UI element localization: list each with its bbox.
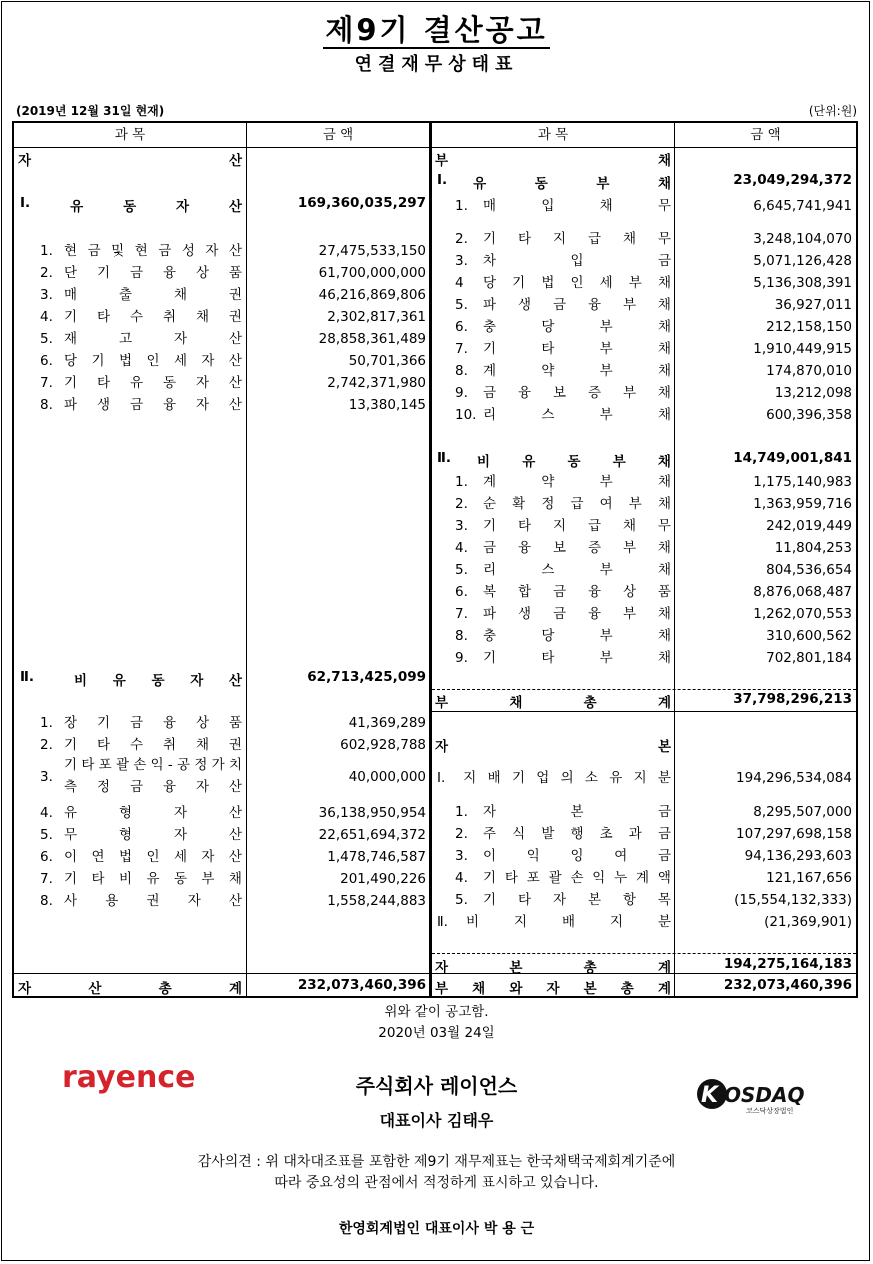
asset-item-value: 1,558,244,883 bbox=[327, 893, 426, 909]
liability-item-value: 1,262,070,553 bbox=[753, 606, 852, 622]
asset-item-label: 4. 기 타 수 취 채 권 bbox=[40, 309, 242, 325]
asset-item-label: 4. 유 형 자 산 bbox=[40, 805, 242, 821]
asset-item-label-cont: 측 정 금 융 자 산 bbox=[64, 779, 242, 795]
right-current-total: 23,049,294,372 bbox=[733, 172, 852, 188]
equity-parent-label: Ⅰ. 지 배 기 업 의 소 유 지 분 bbox=[437, 770, 671, 786]
liability-item-value: 5,071,126,428 bbox=[753, 253, 852, 269]
equity-total-label: 자 본 총 계 bbox=[435, 960, 671, 976]
liability-item-label: 3. 기 타 지 급 채 무 bbox=[455, 518, 671, 534]
report-date: (2019년 12월 31일 현재) bbox=[16, 104, 165, 118]
asset-item-label: 2. 기 타 수 취 채 권 bbox=[40, 737, 242, 753]
asset-item-value: 2,742,371,980 bbox=[327, 375, 426, 391]
liability-item-label: 1. 계 약 부 채 bbox=[455, 474, 671, 490]
asset-item-label: 1. 현 금 및 현 금 성 자 산 bbox=[40, 243, 242, 259]
liability-item-value: 8,876,068,487 bbox=[753, 584, 852, 600]
right-section-label: 부 채 bbox=[435, 153, 671, 169]
asset-item-value: 36,138,950,954 bbox=[318, 805, 426, 821]
liab-equity-total-label: 부 채 와 자 본 총 계 bbox=[435, 981, 671, 997]
liabilities-total-label: 부 채 총 계 bbox=[435, 695, 671, 711]
assets-total-value: 232,073,460,396 bbox=[297, 977, 426, 993]
liability-item-label: 4. 금 융 보 증 부 채 bbox=[455, 540, 671, 556]
unit-label: (단위:원) bbox=[808, 104, 857, 118]
audit-opinion-line1: 감사의견 : 위 대차대조표를 포함한 제9기 재무제표는 한국채택국제회계기준에 bbox=[197, 1154, 676, 1170]
left-section-label: 자 산 bbox=[18, 153, 242, 169]
asset-item-label: 6. 이 연 법 인 세 자 산 bbox=[40, 849, 242, 865]
equity-item-label: 2. 주 식 발 행 초 과 금 bbox=[455, 826, 671, 842]
liability-item-value: 310,600,562 bbox=[766, 628, 852, 644]
asset-item-label: 3. 매 출 채 권 bbox=[40, 287, 242, 303]
asset-item-value: 61,700,000,000 bbox=[318, 265, 426, 281]
minority-value: (21,369,901) bbox=[764, 914, 852, 930]
liability-item-label: 7. 파 생 금 융 부 채 bbox=[455, 606, 671, 622]
asset-item-label: 7. 기 타 비 유 동 부 채 bbox=[40, 871, 242, 887]
asset-item-value: 41,369,289 bbox=[348, 715, 426, 731]
liability-item-value: 11,804,253 bbox=[774, 540, 852, 556]
asset-item-label: 5. 재 고 자 산 bbox=[40, 331, 242, 347]
notice-text: 위와 같이 공고함. bbox=[384, 1004, 489, 1020]
equity-item-label: 3. 이 익 잉 여 금 bbox=[455, 848, 671, 864]
liability-item-label: 7. 기 타 부 채 bbox=[455, 341, 671, 357]
asset-item-value: 27,475,533,150 bbox=[318, 243, 426, 259]
liability-item-value: 212,158,150 bbox=[766, 319, 852, 335]
asset-item-value: 40,000,000 bbox=[348, 769, 426, 785]
asset-item-value: 1,478,746,587 bbox=[327, 849, 426, 865]
asset-item-value: 602,928,788 bbox=[340, 737, 426, 753]
left-noncurrent-title: Ⅱ. 비 유 동 자 산 bbox=[20, 669, 242, 689]
right-amount-header: 금 액 bbox=[750, 127, 781, 143]
equity-section-label: 자 본 bbox=[435, 739, 671, 755]
liability-item-value: 6,645,741,941 bbox=[753, 198, 852, 214]
minority-label: Ⅱ. 비 지 배 지 분 bbox=[437, 914, 671, 930]
liability-item-label: 3. 차 입 금 bbox=[455, 253, 671, 269]
right-current-title: Ⅰ. 유 동 부 채 bbox=[437, 172, 671, 192]
asset-item-label: 1. 장 기 금 융 상 품 bbox=[40, 715, 242, 731]
liability-item-value: 242,019,449 bbox=[766, 518, 852, 534]
svg-text:OSDAQ: OSDAQ bbox=[724, 1083, 805, 1107]
auditor-name: 한영회계법인 대표이사 박 용 근 bbox=[338, 1221, 535, 1237]
liability-item-label: 9. 기 타 부 채 bbox=[455, 650, 671, 666]
asset-item-label: 8. 사 용 권 자 산 bbox=[40, 893, 242, 909]
liab-equity-total-value: 232,073,460,396 bbox=[723, 977, 852, 993]
liabilities-total-value: 37,798,296,213 bbox=[733, 691, 852, 707]
liability-item-value: 600,396,358 bbox=[766, 407, 852, 423]
liability-item-value: 804,536,654 bbox=[766, 562, 852, 578]
right-noncurrent-title: Ⅱ. 비 유 동 부 채 bbox=[437, 450, 671, 470]
equity-item-value: 8,295,507,000 bbox=[753, 804, 852, 820]
liability-item-value: 3,248,104,070 bbox=[753, 231, 852, 247]
left-amount-header: 금 액 bbox=[322, 127, 354, 143]
liability-item-label: 5. 리 스 부 채 bbox=[455, 562, 671, 578]
asset-item-label: 2. 단 기 금 융 상 품 bbox=[40, 265, 242, 281]
notice-date: 2020년 03월 24일 bbox=[378, 1025, 495, 1041]
liability-item-label: 4 당 기 법 인 세 부 채 bbox=[455, 275, 671, 291]
equity-item-label: 4. 기 타 포 괄 손 익 누 계 액 bbox=[455, 870, 671, 886]
liability-item-value: 174,870,010 bbox=[766, 363, 852, 379]
liability-item-label: 6. 충 당 부 채 bbox=[455, 319, 671, 335]
rayence-logo: rayence bbox=[62, 1060, 196, 1095]
equity-total-value: 194,275,164,183 bbox=[723, 956, 852, 972]
svg-text:코스닥상장법인: 코스닥상장법인 bbox=[746, 1107, 794, 1115]
asset-item-number: 3. bbox=[40, 769, 53, 785]
asset-item-value: 46,216,869,806 bbox=[318, 287, 426, 303]
asset-item-value: 22,651,694,372 bbox=[318, 827, 426, 843]
liability-item-label: 6. 복 합 금 융 상 품 bbox=[455, 584, 671, 600]
company-name: 주식회사 레이언스 bbox=[355, 1074, 518, 1098]
ceo-name: 대표이사 김태우 bbox=[379, 1111, 494, 1130]
liability-item-label: 8. 충 당 부 채 bbox=[455, 628, 671, 644]
equity-item-value: (15,554,132,333) bbox=[734, 892, 852, 908]
liability-item-value: 5,136,308,391 bbox=[753, 275, 852, 291]
liability-item-label: 2. 기 타 지 급 채 무 bbox=[455, 231, 671, 247]
equity-item-label: 5. 기 타 자 본 항 목 bbox=[455, 892, 671, 908]
left-subject-header: 과 목 bbox=[114, 127, 146, 143]
page-title: 제9기 결산공고 bbox=[325, 13, 548, 47]
liability-item-value: 1,910,449,915 bbox=[753, 341, 852, 357]
liability-item-label: 9. 금 융 보 증 부 채 bbox=[455, 385, 671, 401]
liability-item-label: 5. 파 생 금 융 부 채 bbox=[455, 297, 671, 313]
left-current-total: 169,360,035,297 bbox=[297, 195, 426, 211]
asset-item-label: 6. 당 기 법 인 세 자 산 bbox=[40, 353, 242, 369]
liability-item-value: 13,212,098 bbox=[774, 385, 852, 401]
page-subtitle: 연결재무상태표 bbox=[354, 54, 519, 75]
svg-text:K: K bbox=[701, 1083, 719, 1108]
right-noncurrent-total: 14,749,001,841 bbox=[733, 450, 852, 466]
asset-item-label: 7. 기 타 유 동 자 산 bbox=[40, 375, 242, 391]
liability-item-label: 8. 계 약 부 채 bbox=[455, 363, 671, 379]
liability-item-value: 1,175,140,983 bbox=[753, 474, 852, 490]
asset-item-value: 28,858,361,489 bbox=[318, 331, 426, 347]
assets-total-label: 자 산 총 계 bbox=[18, 981, 242, 997]
equity-item-label: 1. 자 본 금 bbox=[455, 804, 671, 820]
liability-item-label: 1. 매 입 채 무 bbox=[455, 198, 671, 214]
liability-item-value: 702,801,184 bbox=[766, 650, 852, 666]
liability-item-value: 36,927,011 bbox=[774, 297, 852, 313]
asset-item-value: 13,380,145 bbox=[348, 397, 426, 413]
left-current-title: Ⅰ. 유 동 자 산 bbox=[20, 195, 242, 215]
asset-item-value: 50,701,366 bbox=[348, 353, 426, 369]
equity-parent-value: 194,296,534,084 bbox=[736, 770, 852, 786]
asset-item-label: 8. 파 생 금 융 자 산 bbox=[40, 397, 242, 413]
left-noncurrent-total: 62,713,425,099 bbox=[307, 669, 426, 685]
asset-item-value: 2,302,817,361 bbox=[327, 309, 426, 325]
liability-item-label: 10. 리 스 부 채 bbox=[455, 407, 671, 423]
liability-item-value: 1,363,959,716 bbox=[753, 496, 852, 512]
right-subject-header: 과 목 bbox=[537, 127, 569, 143]
balance-sheet-table bbox=[12, 121, 858, 998]
equity-item-value: 94,136,293,603 bbox=[744, 848, 852, 864]
asset-item-value: 201,490,226 bbox=[340, 871, 426, 887]
equity-item-value: 121,167,656 bbox=[766, 870, 852, 886]
kosdaq-logo bbox=[694, 1076, 816, 1116]
asset-item-label: 5. 무 형 자 산 bbox=[40, 827, 242, 843]
equity-item-value: 107,297,698,158 bbox=[736, 826, 852, 842]
asset-item-label: 기 타 포 괄 손 익 - 공 정 가 치 bbox=[64, 757, 242, 773]
liability-item-label: 2. 순 확 정 급 여 부 채 bbox=[455, 496, 671, 512]
audit-opinion-line2: 따라 중요성의 관점에서 적정하게 표시하고 있습니다. bbox=[274, 1175, 599, 1191]
